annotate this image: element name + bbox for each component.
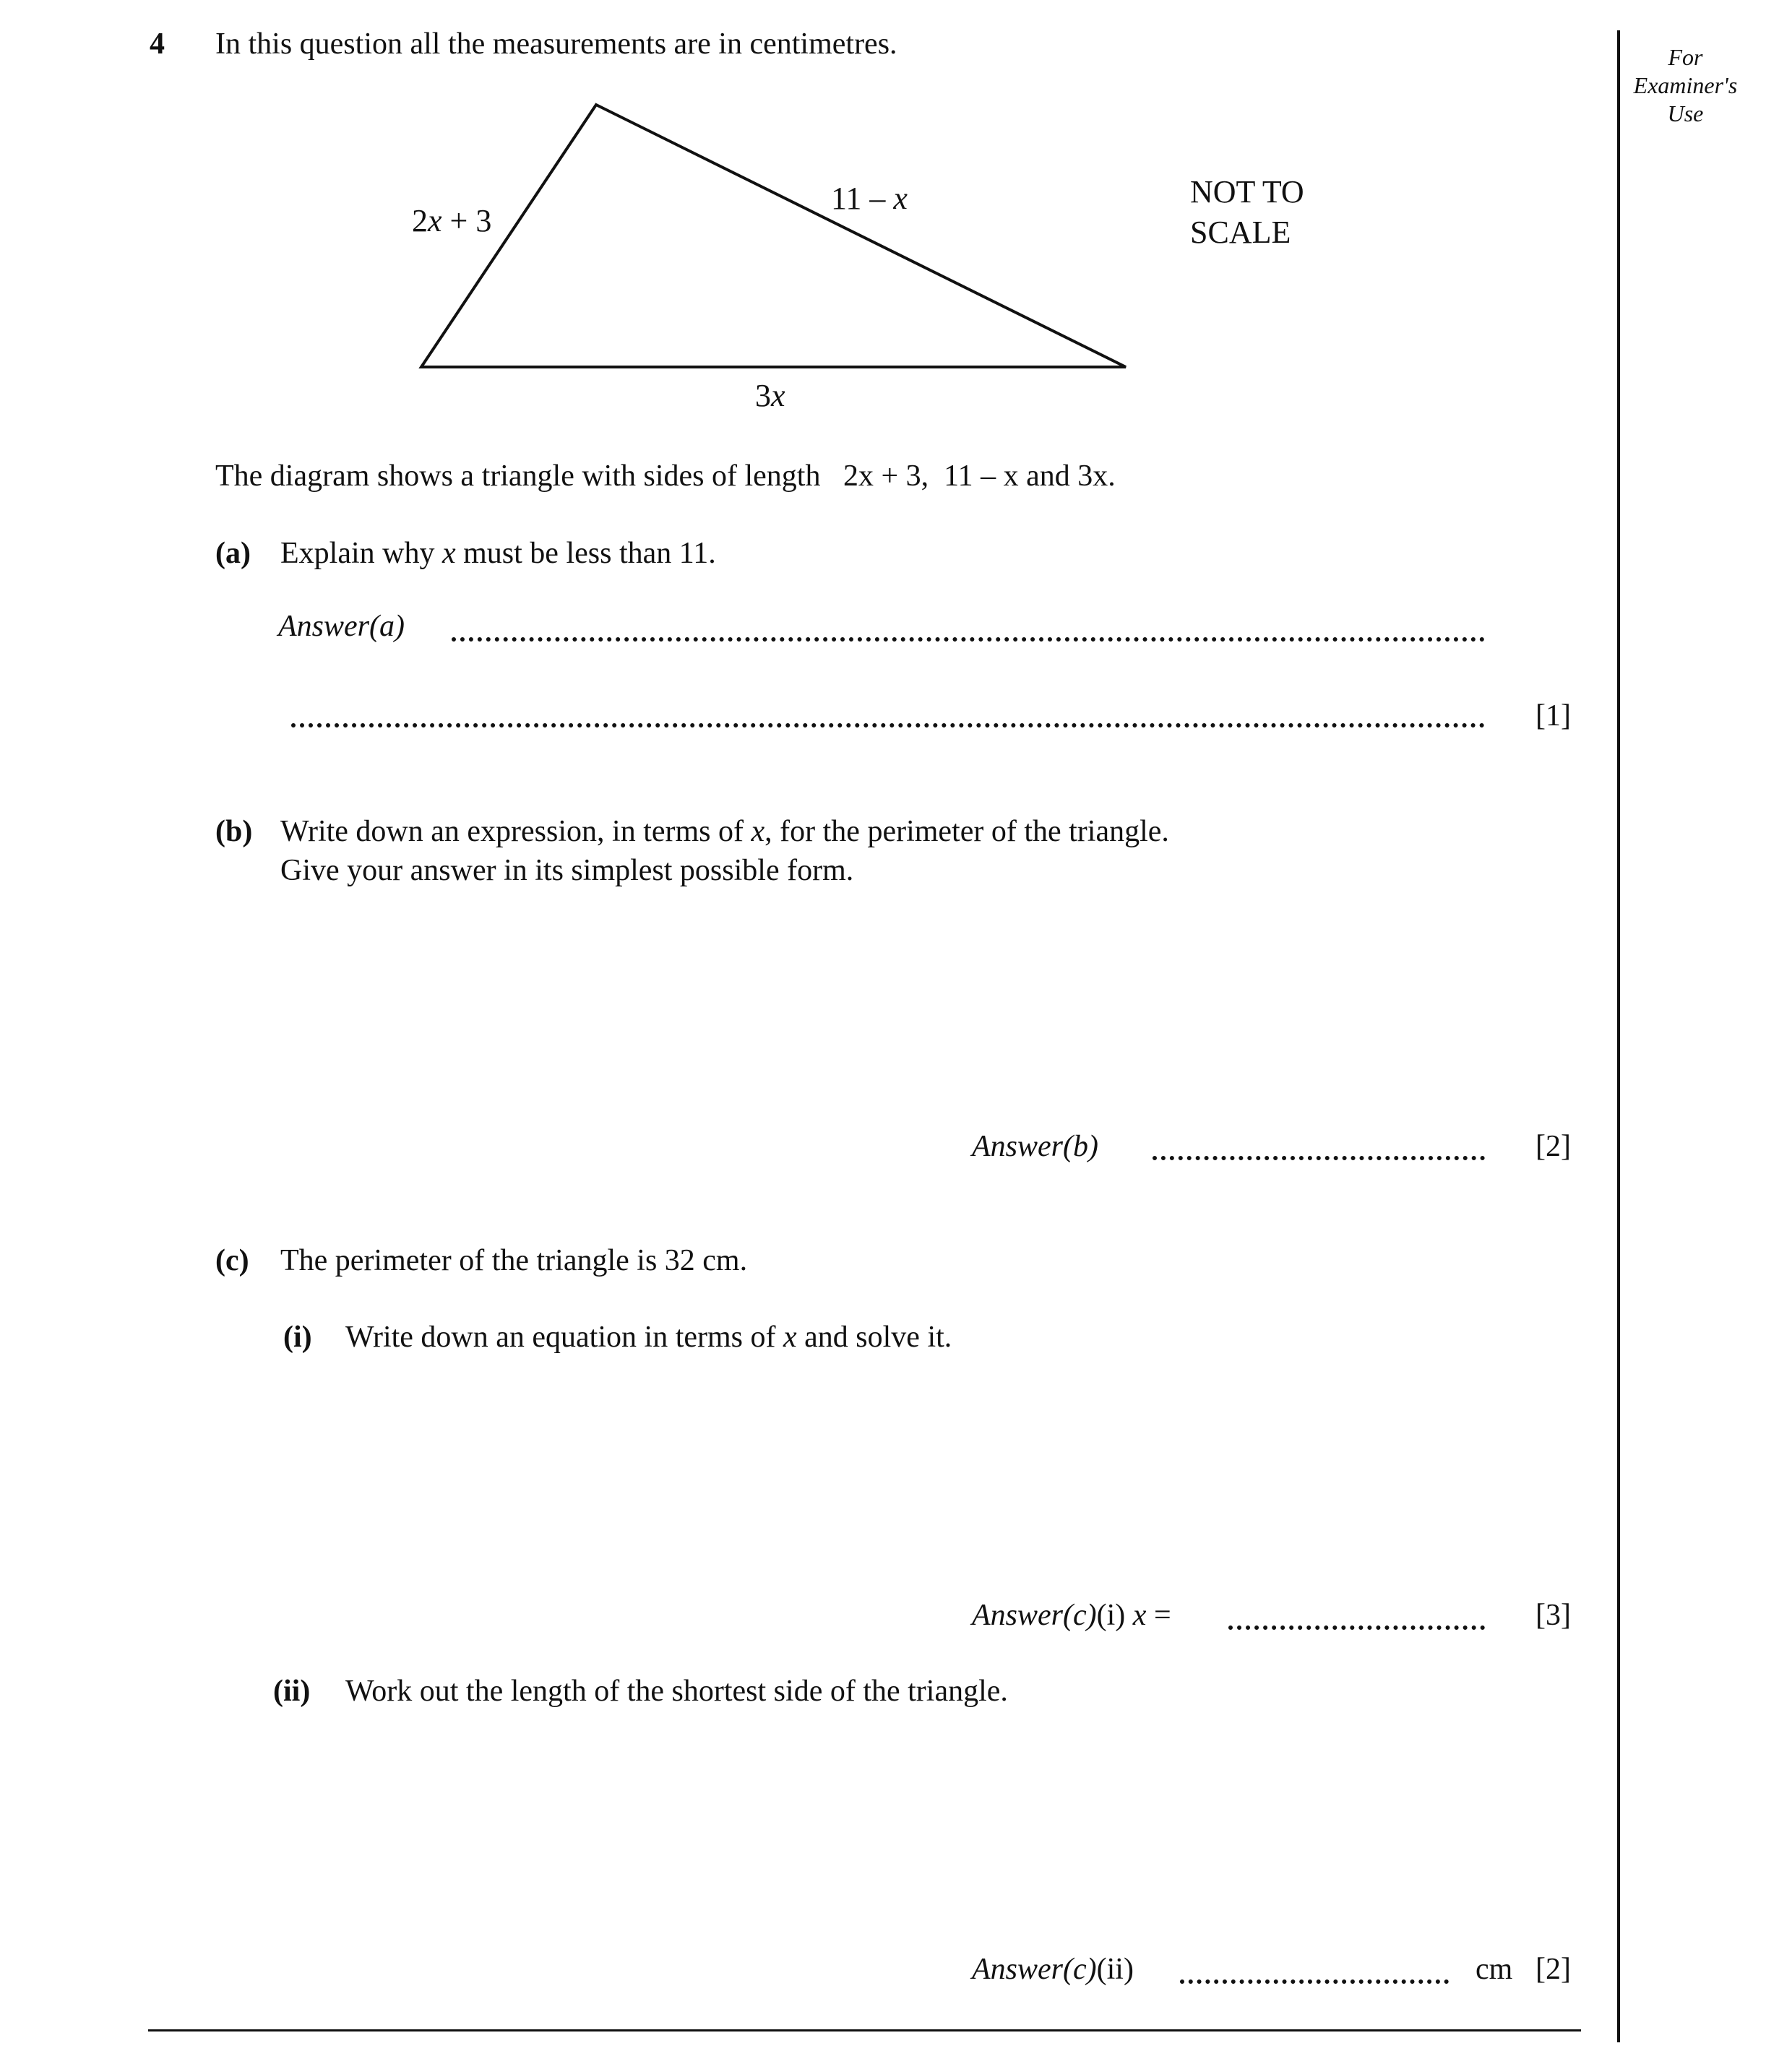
marks-c-ii: [2] bbox=[1535, 1953, 1571, 1986]
answer-a-line-2[interactable] bbox=[291, 723, 1485, 727]
not-to-scale-line1: NOT TO bbox=[1190, 174, 1304, 210]
part-c-i-question: Write down an equation in terms of x and solve it. bbox=[345, 1321, 952, 1354]
answer-b-label: Answer(b) bbox=[972, 1130, 1098, 1163]
answer-c-ii-line[interactable] bbox=[1180, 1979, 1449, 1984]
part-c-label: (c) bbox=[215, 1244, 249, 1277]
examiner-use-label: For Examiner's Use bbox=[1633, 44, 1738, 126]
part-a-label: (a) bbox=[215, 537, 251, 570]
footer-rule bbox=[148, 2029, 1581, 2031]
answer-c-i-label: Answer(c)(i) x = bbox=[972, 1599, 1171, 1632]
part-b-question-line1: Write down an expression, in terms of x, for the perimeter of the triangle. bbox=[280, 815, 1169, 848]
marks-c-i: [3] bbox=[1535, 1599, 1571, 1632]
marks-b: [2] bbox=[1535, 1130, 1571, 1163]
marks-a: [1] bbox=[1535, 699, 1571, 733]
left-side-label: 2x + 3 bbox=[412, 203, 492, 238]
part-c-i-label: (i) bbox=[283, 1321, 312, 1354]
part-a-question: Explain why x must be less than 11. bbox=[280, 537, 716, 570]
part-c-ii-label: (ii) bbox=[273, 1675, 311, 1708]
not-to-scale-line2: SCALE bbox=[1190, 215, 1291, 250]
part-c-text: The perimeter of the triangle is 32 cm. bbox=[280, 1244, 748, 1277]
part-b-label: (b) bbox=[215, 815, 253, 848]
answer-c-ii-unit: cm bbox=[1476, 1953, 1513, 1986]
answer-a-label: Answer(a) bbox=[278, 610, 405, 643]
answer-a-line-1[interactable] bbox=[452, 637, 1485, 642]
base-label: 3x bbox=[755, 378, 785, 413]
answer-b-line[interactable] bbox=[1153, 1156, 1485, 1160]
triangle-shape bbox=[421, 105, 1126, 367]
answer-c-ii-label: Answer(c)(ii) bbox=[972, 1953, 1134, 1986]
part-b-question-line2: Give your answer in its simplest possible form. bbox=[280, 854, 854, 887]
question-number: 4 bbox=[150, 27, 165, 61]
question-intro: In this question all the measurements are in centimetres. bbox=[215, 27, 897, 61]
diagram-description: The diagram shows a triangle with sides of length 2x + 3, 11 – x and 3x. bbox=[215, 459, 1116, 493]
top-side-label: 11 – x bbox=[831, 181, 908, 216]
answer-c-i-line[interactable] bbox=[1228, 1625, 1485, 1630]
part-c-ii-question: Work out the length of the shortest side of the triangle. bbox=[345, 1675, 1008, 1708]
